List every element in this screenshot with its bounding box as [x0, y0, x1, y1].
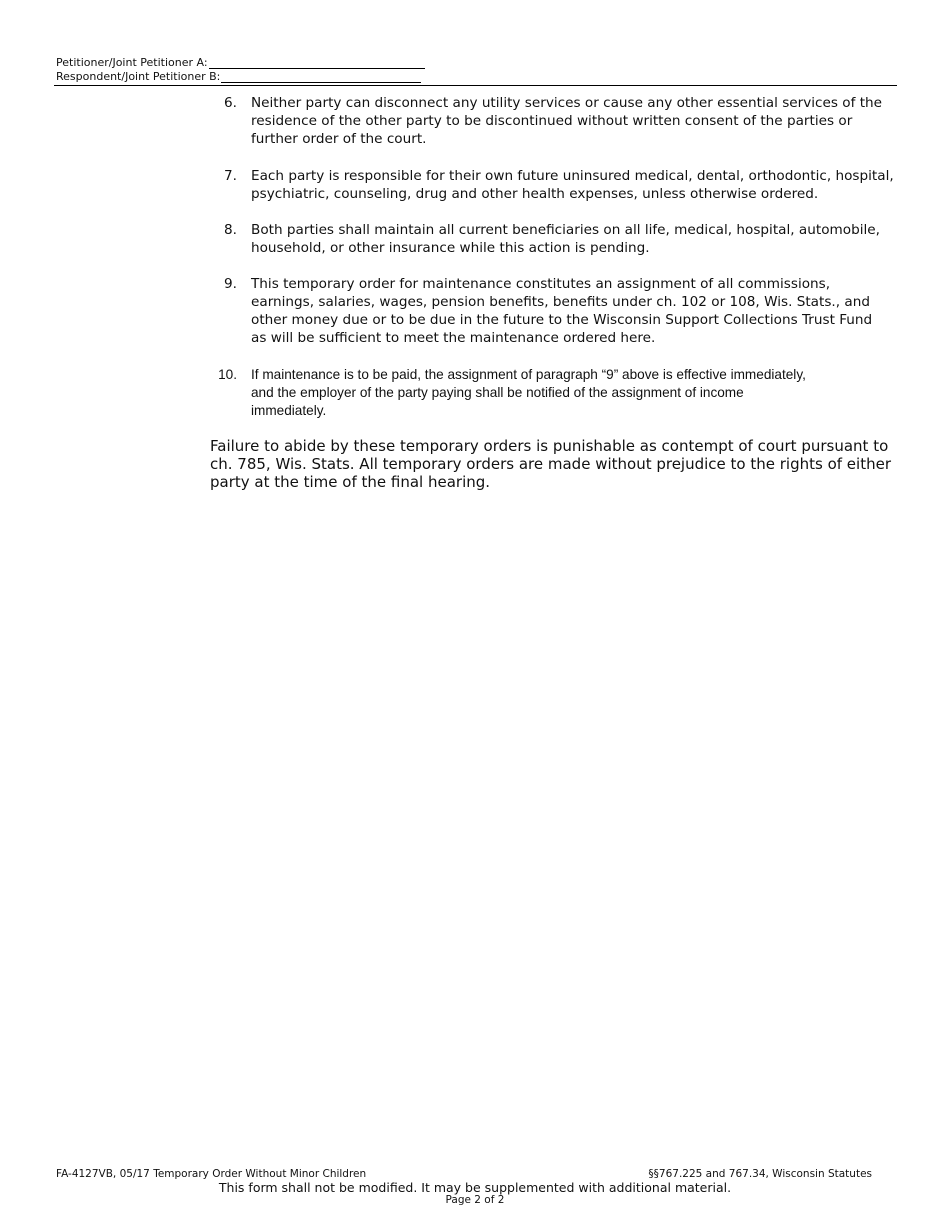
- header-divider: [54, 85, 897, 86]
- item-number: 8.: [224, 222, 237, 238]
- item-text-line: household, or other insurance while this action is pending.: [251, 240, 650, 256]
- closing-line: Failure to abide by these temporary orders is punishable as contempt of court pursuant to: [210, 437, 889, 455]
- item-text-line: immediately.: [251, 403, 327, 418]
- respondent-label: Respondent/Joint Petitioner B:: [56, 70, 221, 83]
- item-number: 9.: [224, 276, 237, 292]
- footer-form-id: FA-4127VB, 05/17 Temporary Order Without Minor Children: [56, 1168, 367, 1180]
- item-number: 7.: [224, 168, 237, 184]
- item-text-line: earnings, salaries, wages, pension benefits, benefits under ch. 102 or 108, Wis. Stats., and: [251, 294, 870, 310]
- item-text-line: Both parties shall maintain all current beneficiaries on all life, medical, hospital, automobile,: [251, 222, 880, 238]
- respondent-blank-line[interactable]: [221, 70, 421, 83]
- item-text-line: If maintenance is to be paid, the assignment of paragraph “9” above is effective immediately,: [251, 367, 806, 382]
- footer-page-number: Page 2 of 2: [445, 1194, 505, 1206]
- footer-statutes: §§767.225 and 767.34, Wisconsin Statutes: [648, 1168, 872, 1180]
- closing-paragraph: [210, 437, 891, 491]
- item-text-line: and the employer of the party paying shall be notified of the assignment of income: [251, 385, 744, 400]
- item-number: 6.: [224, 95, 237, 111]
- petitioner-field: [56, 56, 425, 69]
- item-text-line: residence of the other party to be discontinued without written consent of the parties or: [251, 113, 853, 129]
- item-text-line: other money due or to be due in the future to the Wisconsin Support Collections Trust Fund: [251, 312, 873, 328]
- item-text-line: Each party is responsible for their own future uninsured medical, dental, orthodontic, hospital,: [251, 168, 894, 184]
- footer-notice: This form shall not be modified. It may be supplemented with additional material.: [218, 1180, 732, 1195]
- item-text-line: further order of the court.: [251, 131, 427, 147]
- closing-line: party at the time of the final hearing.: [210, 473, 491, 491]
- petitioner-label: Petitioner/Joint Petitioner A:: [56, 56, 208, 69]
- respondent-field: [56, 70, 421, 83]
- item-text-line: Neither party can disconnect any utility services or cause any other essential services of the: [251, 95, 883, 111]
- petitioner-blank-line[interactable]: [209, 56, 425, 69]
- item-number: 10.: [218, 367, 237, 382]
- item-text-line: This temporary order for maintenance constitutes an assignment of all commissions,: [251, 276, 831, 292]
- item-text-line: psychiatric, counseling, drug and other health expenses, unless otherwise ordered.: [251, 186, 819, 202]
- closing-line: ch. 785, Wis. Stats. All temporary orders are made without prejudice to the rights of either: [210, 455, 891, 473]
- item-text-line: as will be sufficient to meet the maintenance ordered here.: [251, 330, 656, 346]
